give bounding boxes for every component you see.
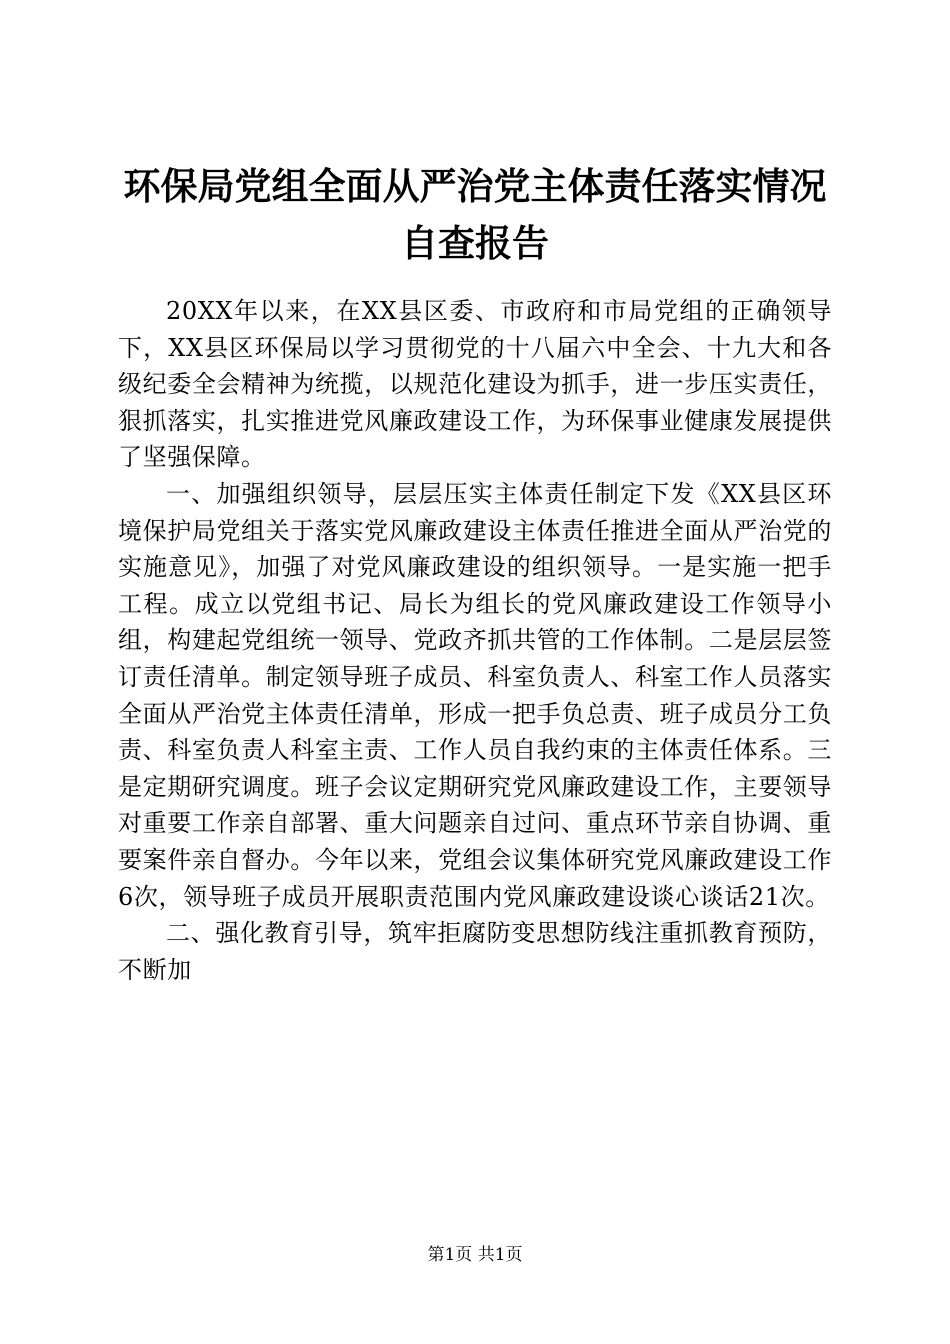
document-body <box>118 293 832 988</box>
document-title: 环保局党组全面从严治党主体责任落实情况自查报告 <box>123 164 827 265</box>
paragraph-intro: 20XX年以来，在XX县区委、市政府和市局党组的正确领导下，XX县区环保局以学习贯彻党的十八届六中全会、十九大和各级纪委全会精神为统揽，以规范化建设为抓手，进一步压实责任，狠抓落实，扎实推进党风廉政建设工作，为环保事业健康发展提供了坚强保障。 <box>118 297 832 472</box>
page-number-footer: 第1页 共1页 <box>427 1245 523 1265</box>
paragraph-section-one: 一、加强组织领导，层层压实主体责任制定下发《XX县区环境保护局党组关于落实党风廉政建设主体责任推进全面从严治党的实施意见》，加强了对党风廉政建设的组织领导。一是实施一把手工程。成立以党组书记、局长为组长的党风廉政建设工作领导小组，构建起党组统一领导、党政齐抓共管的工作体制。二是层层签订责任清单。制定领导班子成员、科室负责人、科室工作人员落实全面从严治党主体责任清单，形成一把手负总责、班子成员分工负责、科室负责人科室主责、工作人员自我约束的主体责任体系。三是定期研究调度。班子会议定期研究党风廉政建设工作，主要领导对重要工作亲自部署、重大问题亲自过问、重点环节亲自协调、重要案件亲自督办。今年以来，党组会议集体研究党风廉政建设工作6次，领导班子成员开展职责范围内党风廉政建设谈心谈话21次。 <box>118 479 832 911</box>
paragraph-section-two: 二、强化教育引导，筑牢拒腐防变思想防线注重抓教育预防，不断加 <box>118 919 832 984</box>
